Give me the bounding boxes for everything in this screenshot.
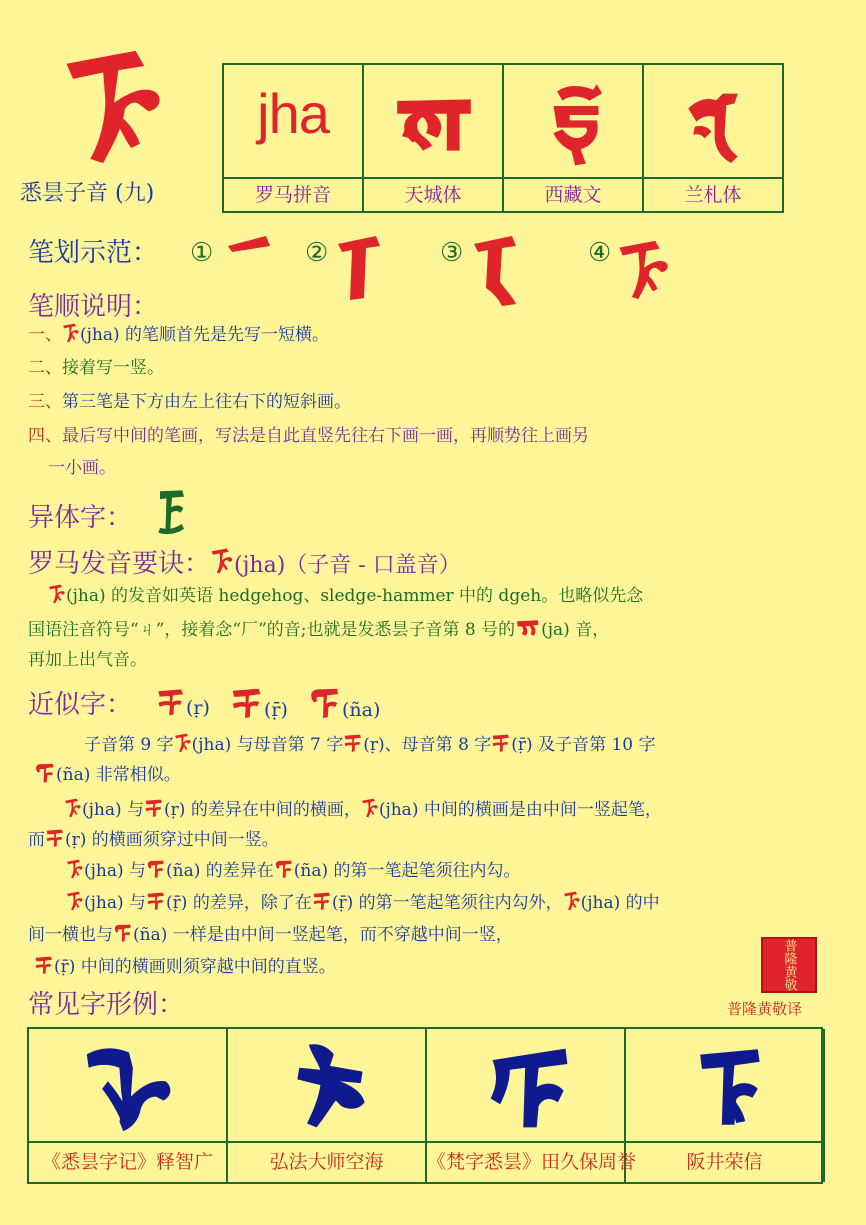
jha-inline-icon [62, 322, 80, 344]
example-label-4: 阪井荣信 [686, 1151, 763, 1173]
rii-inline-icon [312, 890, 332, 912]
na-inline-icon [34, 762, 56, 784]
na-glyph [308, 686, 342, 720]
pronunciation-heading: 罗马发音要诀： [28, 549, 211, 579]
lantsa-cell [644, 65, 784, 211]
ja-inline-icon [515, 617, 541, 639]
item-2-text: 接着写一竖。 [62, 358, 164, 378]
script-comparison-table [222, 63, 784, 213]
tibetan-label: 西藏文 [544, 184, 602, 206]
example-label-3: 《梵字悉昙》田久保周誉 [427, 1151, 637, 1173]
seal-caption: 普隆黄敬译 [727, 1000, 803, 1018]
examples-table [27, 1027, 823, 1184]
stroke-step-1-glyph [226, 232, 272, 254]
item-4-number: 四、 [28, 426, 62, 446]
similar-line-6: (jha) 与 (ṝ) 的差异，除了在 (ṝ) 的第一笔起笔须往内勾外， (jha) 的中 [66, 890, 660, 915]
example-cell-4 [626, 1029, 825, 1182]
examples-divider [29, 1141, 821, 1143]
jha-inline-icon [64, 797, 82, 819]
similar-line-3: (jha) 与 (ṛ) 的差异在中间的横画， (jha) 中间的横画是由中间一竖起笔， [64, 797, 662, 822]
stroke-order-heading: 笔顺说明： [28, 292, 159, 322]
item-3-text: 第三笔是下方由左上往右下的短斜画。 [62, 392, 351, 412]
pronunciation-subtitle: (jha)（子音 - 口盖音） [234, 553, 461, 578]
pronunciation-line-2 [28, 617, 609, 642]
item-3-number: 三、 [28, 392, 62, 412]
stroke-order-item-3 [28, 390, 351, 414]
ri-inline-icon [45, 827, 65, 849]
rii-inline-icon [491, 732, 511, 754]
tibetan-cell [504, 65, 644, 211]
similar-line-7: 间一横也与 (ña) 一样是由中间一竖起笔，而不穿越中间一竖， [28, 922, 513, 947]
example-glyph-3 [481, 1039, 577, 1135]
similar-item-na [308, 686, 380, 721]
example-cell-3 [427, 1029, 637, 1182]
item-4-text: 最后写中间的笔画，写法是自此直竖先往右下画一画，再顺势往上画另 [62, 426, 589, 446]
jha-large-glyph [60, 38, 168, 176]
pronunciation-text-2b: (ja) 音， [541, 620, 610, 640]
rii-inline-icon [146, 890, 166, 912]
rii-glyph [230, 686, 264, 720]
jha-inline-icon [563, 890, 581, 912]
lantsa-label: 兰札体 [684, 184, 742, 206]
table-divider [224, 177, 782, 179]
item-4-continuation: 一小画。 [48, 458, 116, 478]
example-label-1: 《悉昙字记》释智广 [41, 1151, 213, 1173]
lantsa-glyph [680, 83, 746, 167]
jha-inline-icon [361, 797, 379, 819]
jha-inline-icon [48, 583, 66, 605]
item-1-text: (jha) 的笔顺首先是先写一短横。 [80, 325, 330, 345]
na-inline-icon [274, 858, 294, 880]
item-1-number: 一、 [28, 325, 62, 345]
ri-label: (ṛ) [186, 697, 210, 719]
example-glyph-2 [282, 1039, 378, 1135]
similar-line-5: (jha) 与 (ña) 的差异在 (ña) 的第一笔起笔须往内勾。 [66, 858, 521, 883]
na-inline-icon [113, 922, 133, 944]
pronunciation-text-1: (jha) 的发音如英语 hedgehog、sledge-hammer 中的 dgeh。也略似先念 [66, 586, 644, 606]
ri-glyph [156, 686, 186, 718]
stroke-step-3-number: ③ [440, 238, 464, 268]
ri-inline-icon [343, 732, 363, 754]
similar-heading: 近似字： [28, 690, 133, 720]
stroke-step-3-glyph [472, 232, 518, 308]
example-glyph-4 [684, 1039, 774, 1135]
devanagari-label: 天城体 [404, 184, 462, 206]
rii-label: (ṝ) [264, 699, 288, 721]
devanagari-glyph [392, 93, 476, 157]
jha-inline-icon [174, 732, 192, 754]
jha-inline-icon [66, 890, 84, 912]
seal-text: 普隆黄敬 [781, 939, 797, 991]
pronunciation-line-3: 再加上出气音。 [28, 650, 147, 670]
variant-glyph [148, 486, 188, 538]
romanization-label: 罗马拼音 [254, 184, 331, 206]
stroke-demo-row [28, 232, 158, 269]
tibetan-glyph [544, 79, 608, 169]
similar-item-rii [230, 686, 288, 721]
stroke-step-1-number: ① [190, 238, 214, 268]
na-inline-icon [146, 858, 166, 880]
devanagari-cell [364, 65, 504, 211]
jha-inline-icon [210, 546, 234, 576]
stroke-order-item-4 [28, 424, 589, 448]
example-cell-2 [228, 1029, 427, 1182]
variant-label: 异体字： [28, 503, 133, 533]
example-cell-1 [29, 1029, 228, 1182]
examples-heading: 常见字形例： [28, 990, 185, 1020]
similar-line-4: 而 (ṛ) 的横画须穿过中间一竖。 [28, 827, 279, 852]
similar-line-1: 子音第 9 字 (jha) 与母音第 7 字 (ṛ)、母音第 8 字 (ṝ) 及子音第 10 字 [84, 732, 656, 757]
similar-line-2: (ña) 非常相似。 [34, 762, 181, 787]
similar-heading-row [28, 684, 132, 721]
pronunciation-text-2: 国语注音符号“ㄐ”，接着念“厂”的音;也就是发悉昙子音第 8 号的 [28, 620, 516, 640]
similar-item-ri [156, 686, 210, 719]
ri-inline-icon [144, 797, 164, 819]
na-label: (ña) [342, 699, 381, 721]
stroke-step-2-number: ② [305, 238, 329, 268]
pronunciation-heading-row [28, 543, 461, 580]
stroke-order-item-1 [28, 322, 329, 347]
page-title: 悉昙子音 (九) [20, 181, 155, 206]
example-glyph-1 [81, 1039, 177, 1135]
stroke-step-4-number: ④ [588, 238, 612, 268]
item-2-number: 二、 [28, 358, 62, 378]
jha-inline-icon [66, 858, 84, 880]
pronunciation-line-1 [48, 583, 643, 608]
stroke-order-item-2 [28, 356, 164, 380]
romanization-text: jha [257, 82, 329, 145]
rii-inline-icon [34, 954, 54, 976]
example-label-2: 弘法大师空海 [269, 1151, 384, 1173]
artist-seal [761, 937, 817, 993]
stroke-step-2-glyph [336, 232, 382, 302]
romanization-cell [224, 65, 364, 211]
stroke-step-4-glyph [616, 232, 672, 308]
stroke-demo-label: 笔划示范： [28, 238, 159, 268]
similar-line-8: (ṝ) 中间的横画则须穿越中间的直竖。 [34, 954, 336, 979]
